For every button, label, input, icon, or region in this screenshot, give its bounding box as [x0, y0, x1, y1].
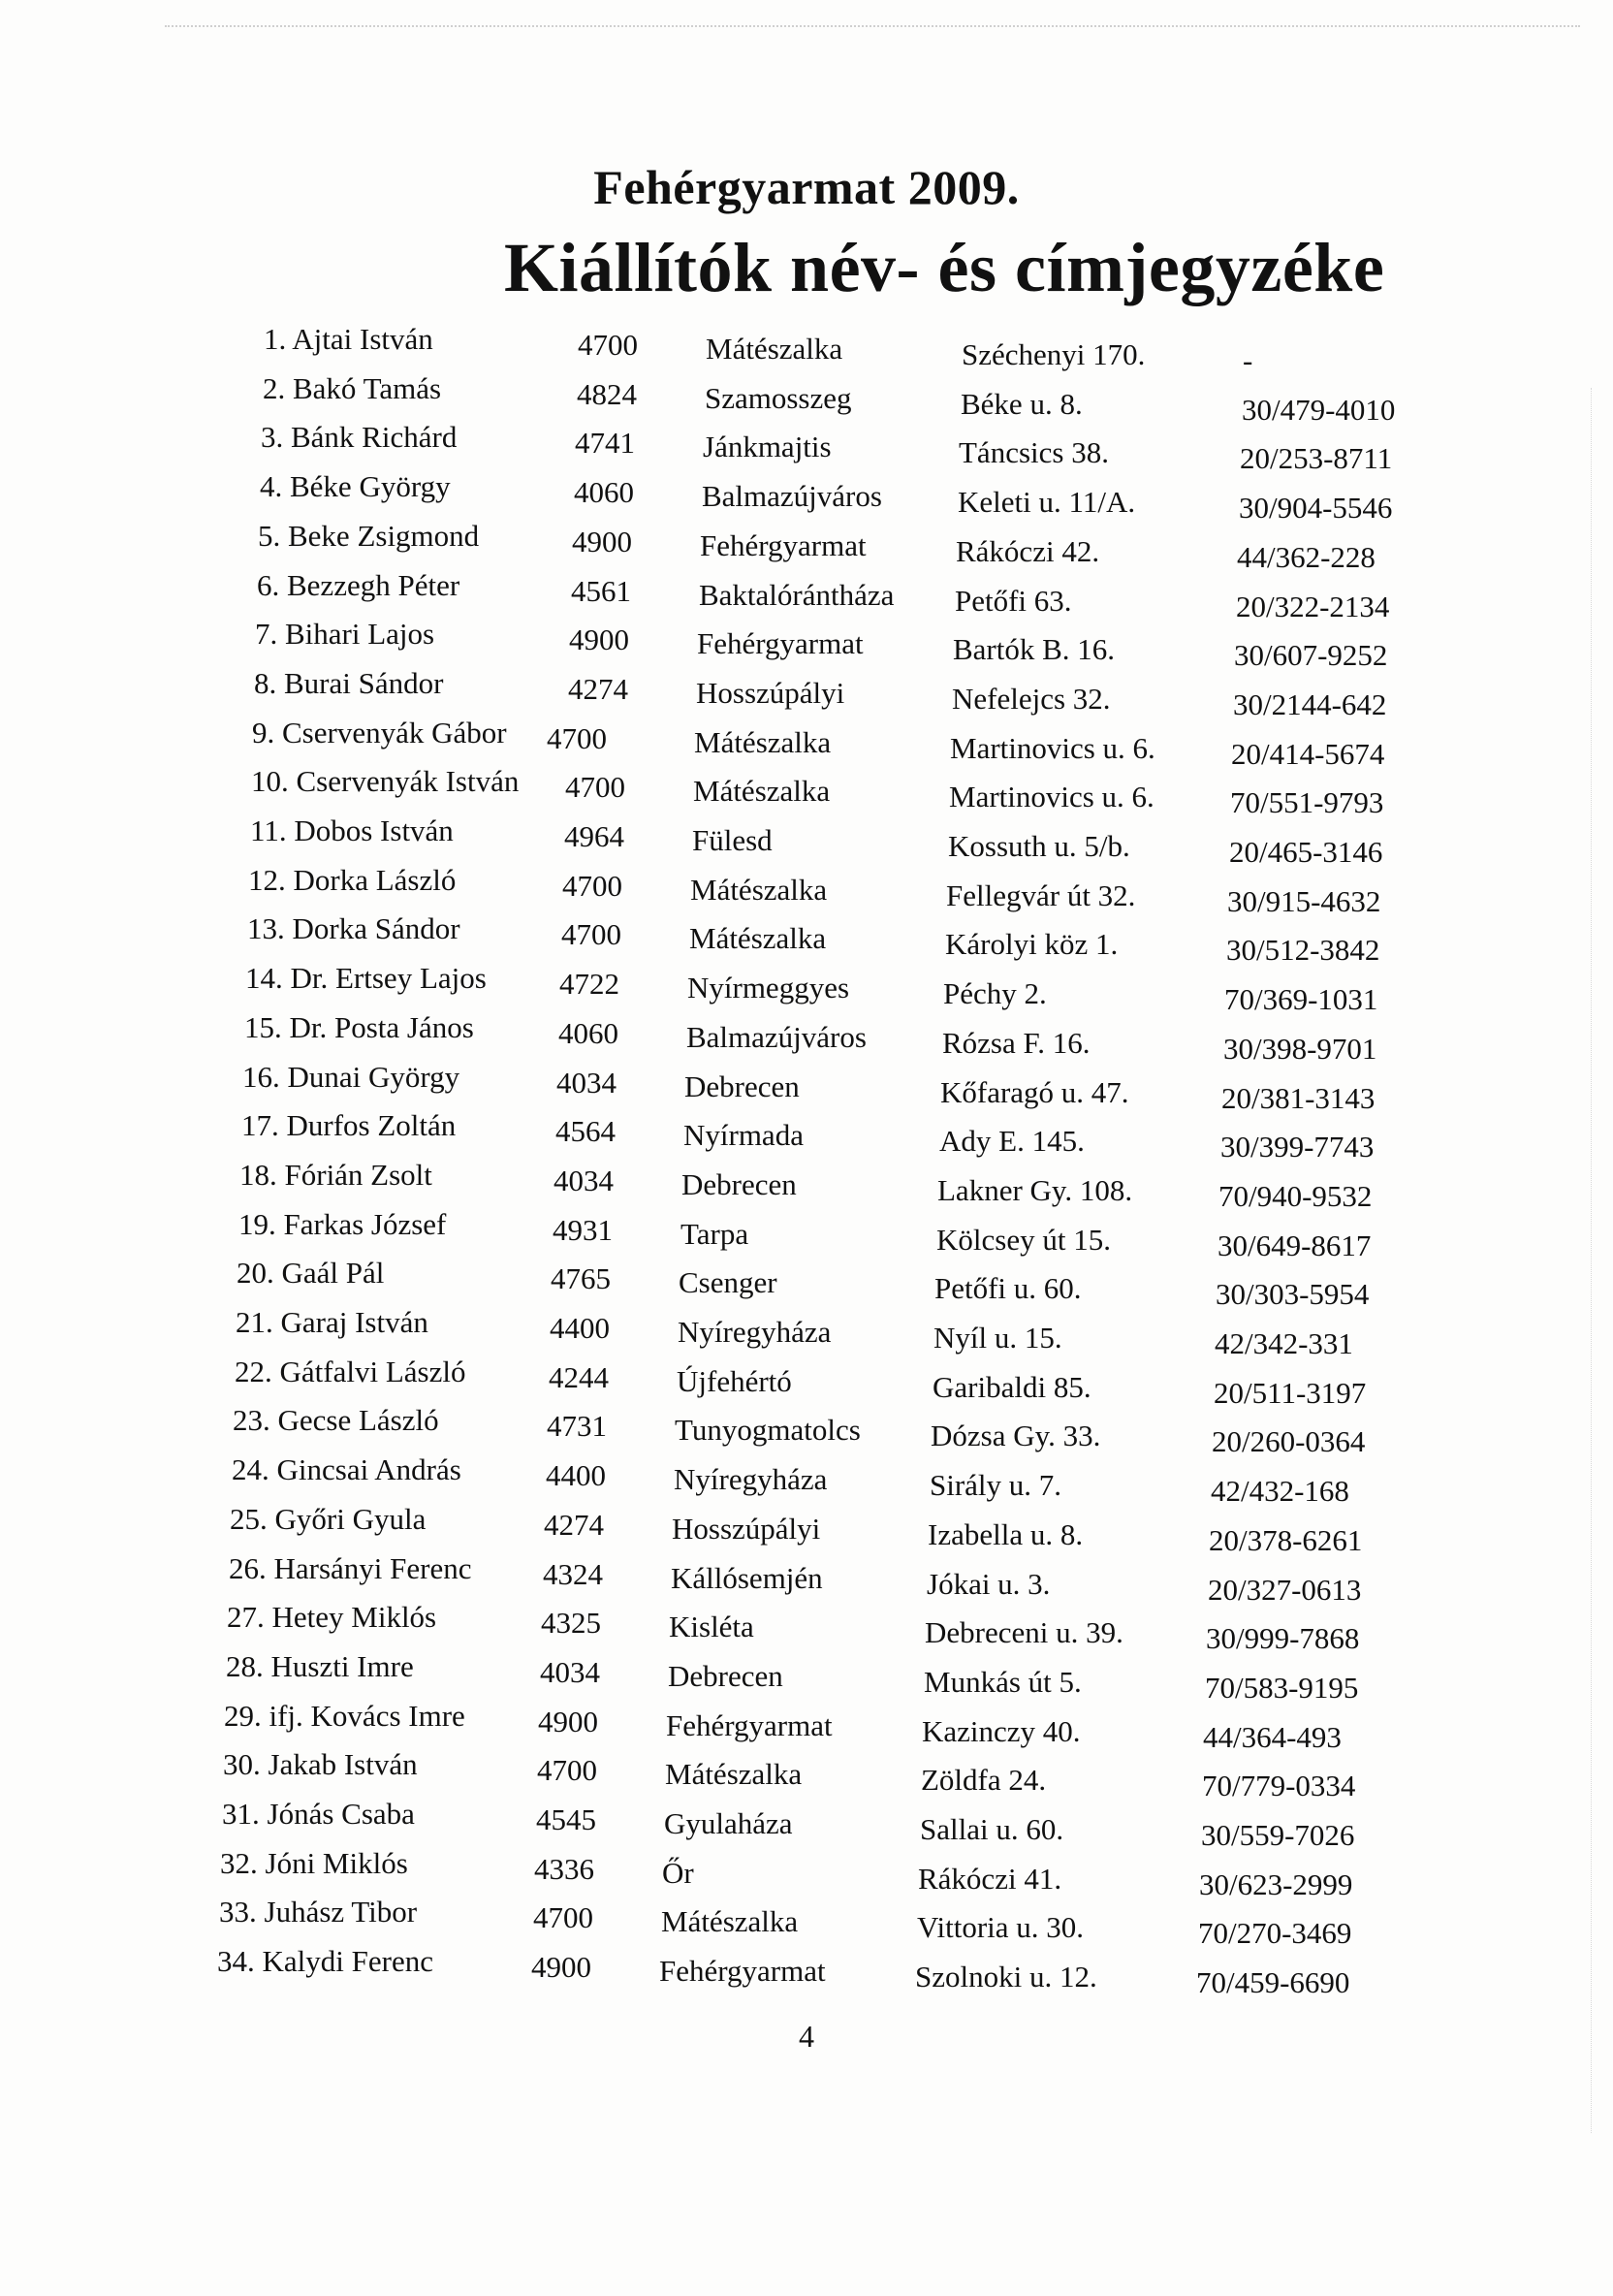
row-phone: 20/465-3146: [1229, 835, 1383, 869]
row-name: 1. Ajtai István: [264, 322, 433, 356]
row-phone: 42/342-331: [1215, 1326, 1353, 1360]
row-name: 29. ifj. Kovács Imre: [224, 1698, 465, 1733]
row-city: Csenger: [679, 1265, 777, 1300]
row-city: Debrecen: [681, 1166, 797, 1201]
row-zip: 4060: [558, 1015, 618, 1050]
table-row: [0, 1549, 1613, 1607]
table-row: [0, 1697, 1613, 1754]
row-city: Tunyogmatolcs: [675, 1413, 861, 1448]
page-number: 4: [799, 2019, 814, 2054]
row-street: Martinovics u. 6.: [949, 780, 1154, 814]
row-city: Hosszúpályi: [696, 675, 845, 710]
table-row: [0, 1205, 1613, 1262]
row-city: Mátészalka: [665, 1757, 803, 1792]
row-city: Fehérgyarmat: [697, 626, 864, 661]
row-city: Baktalórántháza: [699, 577, 895, 612]
row-street: Munkás út 5.: [924, 1664, 1082, 1699]
row-zip: 4060: [574, 475, 634, 510]
row-phone: 70/369-1031: [1224, 982, 1378, 1017]
row-name: 33. Juhász Tibor: [219, 1895, 418, 1929]
row-city: Hosszúpályi: [672, 1511, 821, 1546]
table-row: [0, 1844, 1613, 1901]
row-city: Debrecen: [668, 1658, 783, 1693]
table-row: [0, 664, 1613, 721]
row-city: Debrecen: [684, 1068, 800, 1103]
row-name: 15. Dr. Posta János: [244, 1009, 474, 1044]
row-zip: 4731: [547, 1409, 607, 1444]
row-zip: 4325: [541, 1606, 601, 1641]
row-name: 31. Jónás Csaba: [222, 1797, 415, 1831]
row-name: 24. Gincsai András: [232, 1452, 461, 1487]
document-title: Fehérgyarmat 2009.: [593, 160, 1020, 214]
row-name: 32. Jóni Miklós: [220, 1845, 408, 1880]
row-street: Keleti u. 11/A.: [958, 485, 1136, 520]
row-city: Mátészalka: [693, 774, 831, 809]
table-row: [0, 517, 1613, 574]
table-row: [0, 1058, 1613, 1115]
document-subtitle: Kiállítók név- és címjegyzéke: [504, 229, 1385, 306]
row-phone: 30/559-7026: [1201, 1818, 1355, 1852]
row-zip: 4400: [546, 1458, 606, 1493]
row-street: Sirály u. 7.: [930, 1468, 1062, 1503]
row-phone: 20/327-0613: [1208, 1572, 1362, 1607]
row-name: 11. Dobos István: [250, 813, 454, 847]
row-city: Fülesd: [692, 823, 773, 857]
row-street: Péchy 2.: [943, 976, 1047, 1011]
row-zip: 4931: [553, 1212, 613, 1247]
table-row: [0, 320, 1613, 377]
row-street: Nyíl u. 15.: [933, 1321, 1062, 1355]
row-name: 5. Beke Zsigmond: [258, 518, 480, 553]
row-phone: 70/940-9532: [1218, 1178, 1373, 1213]
row-street: Dózsa Gy. 33.: [931, 1419, 1101, 1453]
row-street: Rózsa F. 16.: [942, 1025, 1091, 1060]
row-phone: 30/512-3842: [1226, 933, 1380, 968]
row-phone: 20/414-5674: [1231, 736, 1385, 771]
row-street: Petőfi u. 60.: [934, 1271, 1082, 1306]
row-city: Újfehértó: [677, 1363, 792, 1398]
row-street: Vittoria u. 30.: [917, 1910, 1085, 1945]
row-street: Rákóczi 42.: [956, 533, 1100, 568]
row-street: Martinovics u. 6.: [950, 730, 1155, 765]
row-street: Széchenyi 170.: [962, 337, 1146, 371]
row-street: Szolnoki u. 12.: [915, 1960, 1097, 1994]
row-name: 13. Dorka Sándor: [247, 911, 460, 946]
row-zip: 4034: [553, 1163, 614, 1197]
row-phone: 20/322-2134: [1236, 589, 1390, 623]
row-phone: 20/378-6261: [1209, 1522, 1363, 1557]
table-row: [0, 909, 1613, 968]
row-phone: 30/399-7743: [1220, 1130, 1375, 1164]
row-street: Zöldfa 24.: [921, 1763, 1047, 1798]
row-city: Balmazújváros: [686, 1019, 867, 1054]
row-zip: 4564: [555, 1114, 616, 1149]
row-name: 3. Bánk Richárd: [261, 420, 458, 455]
row-zip: 4900: [569, 622, 629, 657]
table-row: [0, 1893, 1613, 1951]
table-row: [0, 812, 1613, 869]
row-street: Debreceni u. 39.: [925, 1615, 1123, 1650]
row-city: Mátészalka: [661, 1904, 799, 1939]
row-street: Izabella u. 8.: [928, 1516, 1084, 1551]
row-street: Fellegvár út 32.: [946, 877, 1136, 912]
row-city: Őr: [662, 1855, 694, 1890]
row-phone: 30/649-8617: [1218, 1228, 1372, 1262]
row-name: 8. Burai Sándor: [254, 665, 444, 700]
row-zip: 4900: [538, 1704, 598, 1738]
row-zip: 4561: [571, 573, 631, 608]
row-name: 7. Bihari Lajos: [255, 617, 435, 652]
row-name: 23. Gecse László: [233, 1403, 439, 1438]
row-city: Nyírmeggyes: [687, 971, 850, 1005]
row-name: 30. Jakab István: [223, 1747, 418, 1782]
row-zip: 4336: [534, 1851, 594, 1886]
row-zip: 4722: [559, 967, 619, 1002]
row-street: Ady E. 145.: [939, 1124, 1085, 1159]
row-phone: 42/432-168: [1211, 1474, 1349, 1509]
row-zip: 4700: [547, 720, 607, 755]
row-street: Táncsics 38.: [959, 435, 1109, 470]
row-city: Mátészalka: [706, 332, 843, 366]
row-zip: 4700: [578, 328, 638, 362]
row-phone: 44/362-228: [1237, 539, 1376, 574]
row-zip: 4034: [540, 1654, 600, 1689]
row-city: Mátészalka: [690, 872, 828, 907]
table-row: [0, 714, 1613, 771]
row-name: 26. Harsányi Ferenc: [229, 1550, 472, 1585]
row-city: Kállósemjén: [671, 1560, 823, 1595]
row-zip: 4034: [556, 1065, 617, 1100]
row-street: Bartók B. 16.: [953, 632, 1116, 667]
table-row: [0, 1942, 1613, 2000]
row-zip: 4274: [568, 671, 628, 706]
table-row: [0, 1598, 1613, 1656]
row-zip: 4700: [562, 868, 622, 903]
row-street: Jókai u. 3.: [927, 1566, 1051, 1601]
row-city: Jánkmajtis: [703, 430, 832, 464]
row-zip: 4700: [565, 770, 625, 805]
row-name: 34. Kalydi Ferenc: [217, 1944, 433, 1979]
table-row: [0, 1254, 1613, 1312]
row-city: Fehérgyarmat: [700, 527, 867, 562]
row-phone: 30/915-4632: [1227, 883, 1381, 918]
table-row: [0, 418, 1613, 476]
table-row: [0, 1353, 1613, 1410]
row-phone: 20/381-3143: [1221, 1080, 1376, 1115]
row-city: Mátészalka: [689, 921, 827, 956]
row-phone: 20/260-0364: [1212, 1424, 1366, 1459]
row-zip: 4824: [577, 376, 637, 411]
row-city: Szamosszeg: [705, 380, 852, 415]
table-row: [0, 1451, 1613, 1509]
table-row: [0, 369, 1613, 427]
row-city: Fehérgyarmat: [659, 1954, 826, 1989]
row-phone: 70/270-3469: [1198, 1916, 1352, 1951]
row-street: Nefelejcs 32.: [952, 681, 1111, 716]
row-zip: 4274: [544, 1507, 604, 1542]
row-name: 4. Béke György: [260, 469, 451, 504]
row-phone: -: [1243, 343, 1253, 377]
row-name: 17. Durfos Zoltán: [241, 1108, 457, 1143]
row-name: 19. Farkas József: [238, 1206, 447, 1241]
table-row: [0, 1008, 1613, 1066]
row-phone: 30/2144-642: [1233, 686, 1387, 721]
table-row: [0, 1795, 1613, 1852]
row-street: Lakner Gy. 108.: [937, 1172, 1133, 1207]
row-street: Sallai u. 60.: [920, 1812, 1064, 1846]
row-city: Nyírmada: [683, 1118, 804, 1153]
row-zip: 4324: [543, 1556, 603, 1591]
table-row: [0, 1647, 1613, 1705]
row-zip: 4900: [531, 1950, 591, 1985]
row-zip: 4244: [549, 1359, 609, 1394]
row-name: 18. Fórián Zsolt: [239, 1157, 432, 1192]
row-zip: 4545: [536, 1802, 596, 1836]
row-zip: 4700: [537, 1753, 597, 1788]
row-phone: 30/607-9252: [1234, 638, 1388, 673]
row-name: 12. Dorka László: [248, 862, 457, 897]
row-city: Nyíregyháza: [678, 1315, 832, 1349]
row-city: Mátészalka: [694, 724, 832, 759]
row-name: 20. Gaál Pál: [237, 1256, 385, 1291]
row-phone: 20/253-8711: [1240, 441, 1393, 476]
table-row: [0, 762, 1613, 820]
table-row: [0, 1500, 1613, 1557]
row-phone: 30/479-4010: [1242, 392, 1396, 427]
row-name: 14. Dr. Ertsey Lajos: [245, 961, 487, 996]
row-street: Károlyi köz 1.: [945, 927, 1119, 962]
row-name: 6. Bezzegh Péter: [257, 567, 460, 602]
table-row: [0, 467, 1613, 526]
row-city: Fehérgyarmat: [666, 1707, 833, 1742]
row-street: Garibaldi 85.: [933, 1369, 1091, 1404]
row-phone: 30/398-9701: [1223, 1031, 1377, 1066]
row-city: Balmazújváros: [702, 479, 882, 514]
row-name: 28. Huszti Imre: [226, 1648, 414, 1683]
table-row: [0, 566, 1613, 623]
row-name: 21. Garaj István: [236, 1305, 428, 1339]
row-name: 16. Dunai György: [242, 1059, 460, 1094]
row-city: Gyulaháza: [664, 1806, 793, 1840]
row-phone: 70/583-9195: [1205, 1670, 1359, 1705]
table-row: [0, 1401, 1613, 1459]
row-city: Kisléta: [669, 1610, 754, 1644]
row-street: Béke u. 8.: [961, 386, 1083, 421]
row-phone: 70/459-6690: [1196, 1965, 1350, 2000]
row-phone: 30/303-5954: [1216, 1277, 1370, 1312]
table-row: [0, 1745, 1613, 1803]
row-zip: 4900: [572, 524, 632, 558]
row-street: Rákóczi 41.: [918, 1861, 1062, 1896]
row-phone: 30/999-7868: [1206, 1621, 1360, 1656]
row-phone: 20/511-3197: [1214, 1375, 1367, 1410]
row-phone: 70/551-9793: [1230, 785, 1384, 820]
table-row: [0, 1303, 1613, 1360]
row-name: 22. Gátfalvi László: [235, 1354, 466, 1388]
row-name: 9. Cservenyák Gábor: [252, 715, 507, 749]
table-row: [0, 959, 1613, 1017]
row-city: Nyíregyháza: [674, 1462, 828, 1497]
row-phone: 30/623-2999: [1199, 1866, 1353, 1901]
table-row: [0, 1156, 1613, 1213]
row-street: Kazinczy 40.: [922, 1713, 1081, 1748]
row-zip: 4400: [550, 1311, 610, 1345]
row-zip: 4700: [533, 1900, 593, 1935]
row-name: 2. Bakó Tamás: [263, 370, 442, 405]
row-zip: 4964: [564, 819, 624, 853]
row-street: Kölcsey út 15.: [936, 1222, 1111, 1257]
row-name: 25. Győri Gyula: [230, 1501, 427, 1536]
row-street: Petőfi 63.: [955, 583, 1072, 618]
table-row: [0, 861, 1613, 918]
row-phone: 70/779-0334: [1202, 1769, 1356, 1803]
row-street: Kőfaragó u. 47.: [940, 1074, 1129, 1109]
row-city: Tarpa: [680, 1216, 749, 1251]
row-name: 27. Hetey Miklós: [227, 1600, 437, 1635]
row-phone: 44/364-493: [1203, 1719, 1342, 1754]
row-zip: 4741: [575, 426, 635, 461]
row-zip: 4700: [561, 917, 621, 952]
row-phone: 30/904-5546: [1239, 491, 1393, 526]
table-row: [0, 1106, 1613, 1164]
row-name: 10. Cservenyák István: [251, 764, 520, 799]
row-street: Kossuth u. 5/b.: [948, 829, 1130, 863]
row-zip: 4765: [551, 1261, 611, 1296]
table-row: [0, 615, 1613, 673]
